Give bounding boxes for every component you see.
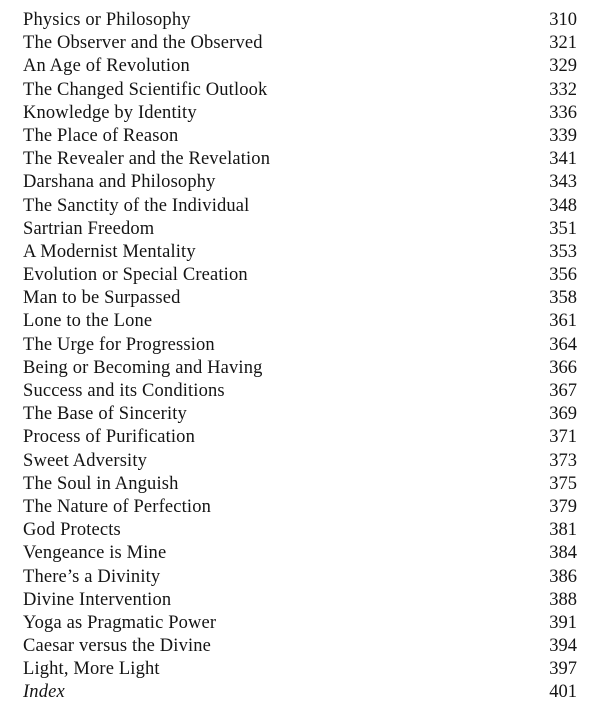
entry-page-number: 367 bbox=[549, 381, 577, 401]
toc-entry-knowledge-by-identity bbox=[23, 102, 577, 125]
entry-page-number: 358 bbox=[549, 288, 577, 309]
entry-page-number: 371 bbox=[549, 427, 577, 448]
entry-title: The Urge for Progression bbox=[23, 334, 215, 355]
entry-title: The Place of Reason bbox=[23, 125, 179, 146]
entry-page-number: 310 bbox=[549, 10, 577, 30]
toc-entry-age-of-revolution bbox=[23, 55, 577, 78]
entry-page-number: 343 bbox=[549, 172, 577, 193]
toc-entry-sartrian-freedom bbox=[23, 218, 577, 241]
entry-page-number: 339 bbox=[549, 125, 577, 146]
toc-entry-being-or-becoming-and-having bbox=[23, 357, 577, 380]
toc-entry-light-more-light bbox=[23, 658, 577, 681]
toc-entry-sanctity-of-individual bbox=[23, 195, 577, 218]
toc-entry-evolution-or-special-creation bbox=[23, 264, 577, 287]
toc-entry-observer-and-observed bbox=[23, 32, 577, 55]
entry-title: Knowledge by Identity bbox=[23, 102, 197, 123]
entry-title: An Age of Revolution bbox=[23, 56, 190, 77]
entry-title: Man to be Surpassed bbox=[23, 288, 181, 309]
toc-entry-index bbox=[23, 681, 577, 704]
toc-entry-theres-a-divinity bbox=[23, 566, 577, 589]
entry-title: The Base of Sincerity bbox=[23, 404, 187, 425]
entry-title: God Protects bbox=[23, 520, 121, 541]
toc-entry-place-of-reason bbox=[23, 125, 577, 148]
toc-entry-base-of-sincerity bbox=[23, 403, 577, 426]
entry-title: Success and its Conditions bbox=[23, 381, 225, 401]
entry-page-number: 369 bbox=[549, 404, 577, 425]
entry-page-number: 356 bbox=[549, 265, 577, 286]
entry-page-number: 373 bbox=[549, 450, 577, 471]
toc-entry-revealer-and-revelation bbox=[23, 148, 577, 171]
toc-entry-man-to-be-surpassed bbox=[23, 287, 577, 310]
entry-title: Process of Purification bbox=[23, 427, 195, 448]
toc-entry-yoga-as-pragmatic-power bbox=[23, 612, 577, 635]
entry-title: Divine Intervention bbox=[23, 589, 172, 610]
toc-entry-divine-intervention bbox=[23, 589, 577, 612]
entry-page-number: 353 bbox=[549, 241, 577, 262]
toc-entry-process-of-purification bbox=[23, 426, 577, 449]
entry-page-number: 341 bbox=[549, 149, 577, 170]
entry-page-number: 351 bbox=[549, 218, 577, 239]
entry-title: Light, More Light bbox=[23, 659, 160, 680]
entry-title: The Observer and the Observed bbox=[23, 33, 263, 54]
entry-title: Vengeance is Mine bbox=[23, 543, 167, 564]
toc-entry-vengeance-is-mine bbox=[23, 542, 577, 565]
entry-title: The Sanctity of the Individual bbox=[23, 195, 250, 216]
entry-page-number: 397 bbox=[549, 659, 577, 680]
entry-page-number: 391 bbox=[549, 612, 577, 633]
entry-page-number: 361 bbox=[549, 311, 577, 332]
entry-title: Sweet Adversity bbox=[23, 450, 148, 471]
toc-entry-sweet-adversity bbox=[23, 450, 577, 473]
toc-entry-physics-or-philosophy bbox=[23, 9, 577, 32]
entry-page-number: 329 bbox=[549, 56, 577, 77]
entry-page-number: 394 bbox=[549, 636, 577, 657]
entry-title: Sartrian Freedom bbox=[23, 218, 155, 239]
entry-title: Being or Becoming and Having bbox=[23, 357, 263, 378]
toc-entry-success-and-its-conditions bbox=[23, 380, 577, 403]
entry-title: The Nature of Perfection bbox=[23, 496, 212, 517]
entry-title: A Modernist Mentality bbox=[23, 241, 196, 262]
entry-page-number: 336 bbox=[549, 102, 577, 123]
entry-title: Darshana and Philosophy bbox=[23, 172, 216, 193]
entry-page-number: 332 bbox=[549, 79, 577, 100]
entry-page-number: 375 bbox=[549, 473, 577, 494]
entry-page-number: 366 bbox=[549, 357, 577, 378]
toc-entry-changed-scientific-outlook bbox=[23, 79, 577, 102]
entry-title: The Soul in Anguish bbox=[23, 473, 179, 494]
entry-title: There’s a Divinity bbox=[23, 566, 161, 587]
entry-page-number: 379 bbox=[549, 496, 577, 517]
entry-page-number: 386 bbox=[549, 566, 577, 587]
entry-title: Index bbox=[23, 682, 65, 703]
toc-entry-soul-in-anguish bbox=[23, 473, 577, 496]
toc-entry-urge-for-progression bbox=[23, 334, 577, 357]
entry-title: Lone to the Lone bbox=[23, 311, 153, 332]
entry-page-number: 381 bbox=[549, 520, 577, 541]
entry-page-number: 348 bbox=[549, 195, 577, 216]
entry-title: Caesar versus the Divine bbox=[23, 636, 212, 657]
entry-title: Physics or Philosophy bbox=[23, 10, 191, 30]
entry-page-number: 388 bbox=[549, 589, 577, 610]
entry-title: The Revealer and the Revelation bbox=[23, 149, 271, 170]
toc-entry-nature-of-perfection bbox=[23, 496, 577, 519]
entry-page-number: 401 bbox=[549, 682, 577, 703]
entry-page-number: 364 bbox=[549, 334, 577, 355]
entry-page-number: 321 bbox=[549, 33, 577, 54]
toc-entry-lone-to-the-lone bbox=[23, 310, 577, 333]
entry-title: Yoga as Pragmatic Power bbox=[23, 612, 217, 633]
toc-entry-modernist-mentality bbox=[23, 241, 577, 264]
entry-title: Evolution or Special Creation bbox=[23, 265, 248, 286]
entry-page-number: 384 bbox=[549, 543, 577, 564]
entry-title: The Changed Scientific Outlook bbox=[23, 79, 268, 100]
toc-entry-god-protects bbox=[23, 519, 577, 542]
toc-entry-caesar-versus-the-divine bbox=[23, 635, 577, 658]
table-of-contents bbox=[23, 9, 577, 705]
toc-entry-darshana-and-philosophy bbox=[23, 171, 577, 194]
